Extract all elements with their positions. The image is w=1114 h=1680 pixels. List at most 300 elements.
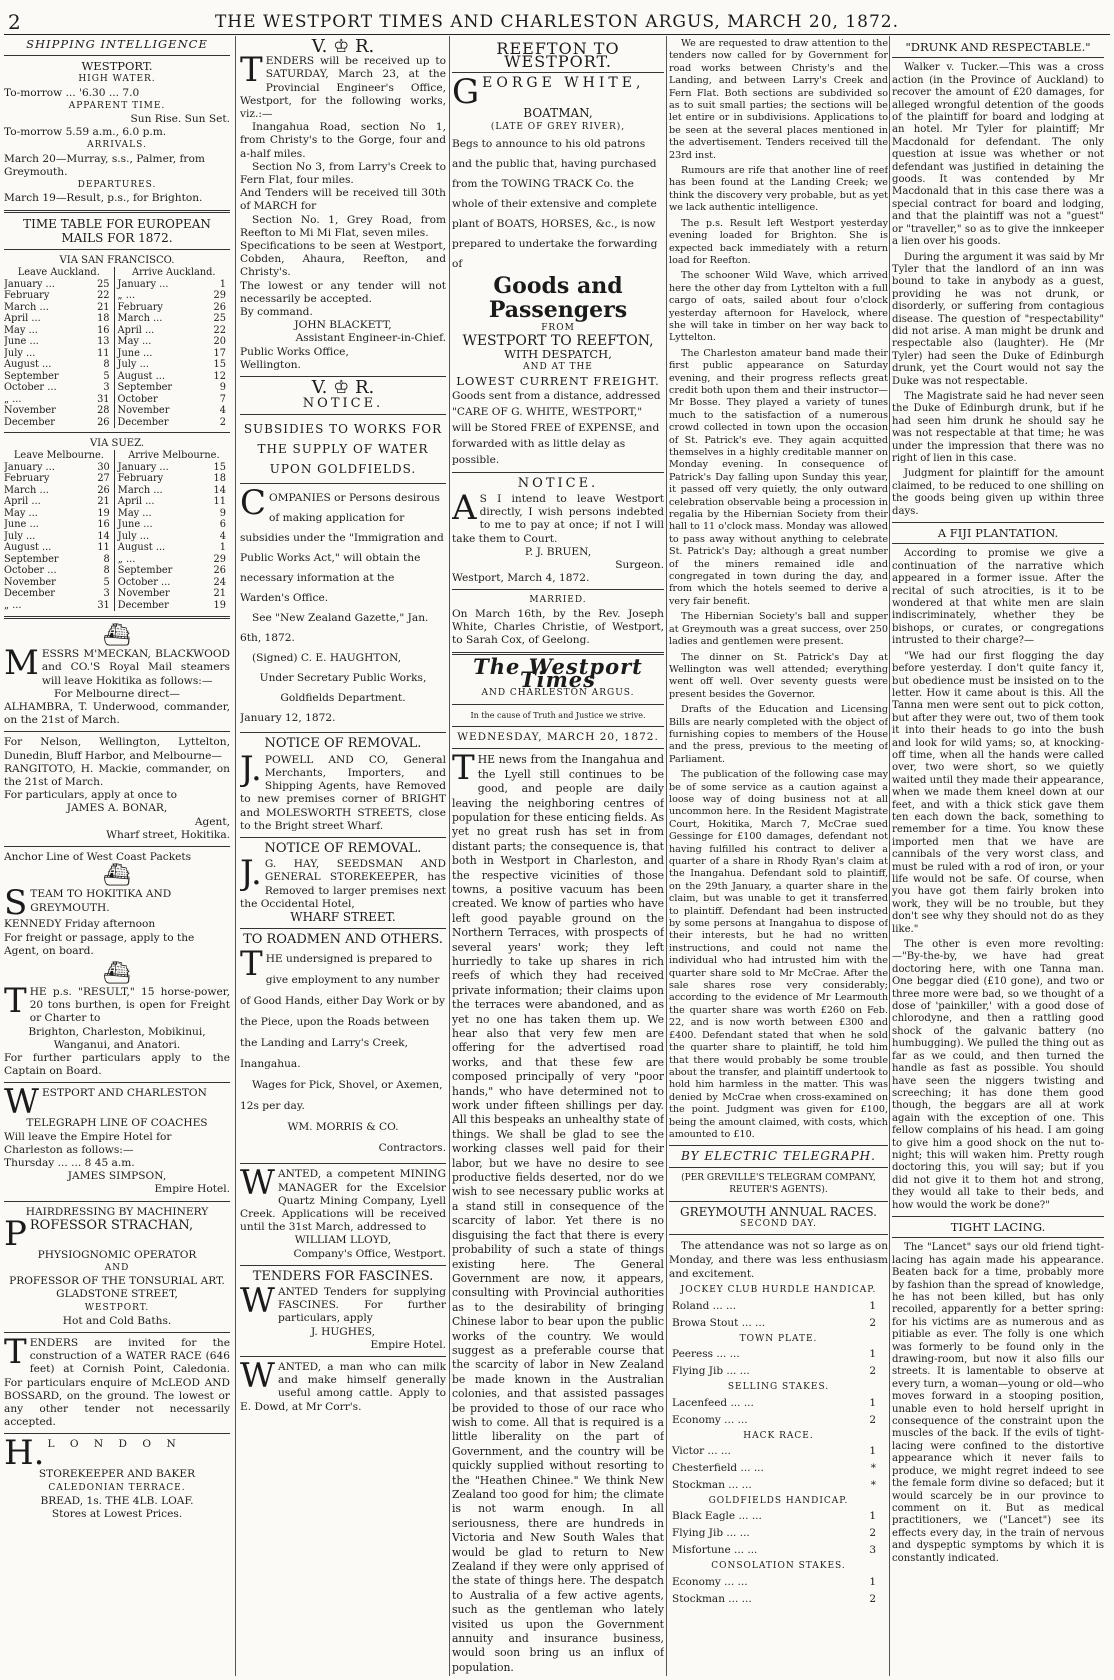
advert-line: GLADSTONE STREET, (56, 1288, 178, 1301)
roadmen-notice (240, 944, 446, 1159)
rule (4, 1332, 230, 1333)
advert-line: PHYSIOGNOMIC OPERATOR (37, 1248, 197, 1261)
column-divider (889, 36, 890, 1676)
rule (892, 1216, 1104, 1217)
table-row (4, 542, 230, 554)
article-paragraph: The other is even more revolting:—"By-the-by, we have had great doctoring here, with one Tanna man. One beggar died (£10 gone), and two or three more were bad, so we thought of a dose of 'painkiller,' with a good dose of chlorodyne, and then a rattling good shock of the galvanic battery (no humbugging). We pulled the thing out as far as we could, and then turned the handle as fast as possible. You should have seen the niggers twisting and screeching; it has done them good though, the beggars are all at work again with the exception of one. This fellow complains of his head. I am going to give him a good shock on the nut to-night; this will waken him. Pretty rough doctoring this, you will say; but if you did not give it to them hot and strong, they would all take to their beds, and how would the work be done?" (892, 939, 1104, 1211)
table-cell: August ... (4, 542, 52, 554)
advert-line: Wages for Pick, Shovel, or Axemen, 12s per day. (240, 1079, 443, 1113)
issue-date: WEDNESDAY, MARCH 20, 1872. (457, 731, 659, 744)
table-header: Arrive Melbourne. (114, 450, 230, 462)
table-row (4, 290, 230, 302)
rule (452, 726, 664, 727)
table-row (671, 1461, 886, 1476)
advert-line: Public Works Office, (240, 345, 349, 358)
steam-advert (4, 883, 230, 958)
table-cell: 19 (97, 507, 110, 519)
table-cell: 5 (103, 370, 110, 382)
advert-text: ENDERS will be received up to SATURDAY, March 23, at the Provincial Engineer's Office, Westport, for the following works, viz.:— (240, 55, 446, 121)
rule (669, 1234, 888, 1235)
table-cell: 3 (103, 382, 110, 394)
article-paragraph: The Magistrate said he had never seen the Duke of Edinburgh drunk, but if he had seen him drunk he should say he was not respectable at that time; he was under the impression that there was no right of lien in this case. (892, 390, 1104, 464)
departures-label: DEPARTURES. (77, 180, 157, 191)
table-cell: June ... (114, 519, 204, 531)
table-cell: July ... (114, 531, 204, 543)
table-cell: 9 (219, 382, 226, 394)
page-number: 2 (8, 10, 21, 34)
race-name: CONSOLATION STAKES. (711, 1561, 846, 1572)
advert-line: Begs to announce to his old patrons and the public that, having purchased from the TOWING TRACK Co. the whole of their extensive and complete plant of BOATS, HORSES, &c., is now prepared to undertake the forwarding of (452, 137, 658, 270)
anchor-line: Anchor Line of West Coast Packets (4, 851, 192, 864)
advert-line: Section No. 1, Grey Road, from Reefton to Mi Mi Flat, seven miles. (240, 213, 446, 239)
table-row (671, 1543, 886, 1558)
advert-line: Wharf street, Hokitika. (106, 828, 230, 841)
drop-cap: G (452, 72, 480, 113)
table-cell: 14 (213, 484, 226, 496)
advert-text: ANTED, a man who can milk and make himself generally useful among cattle. Apply to E. Dowd, at Mr Corr's. (240, 1360, 446, 1413)
drop-cap: H. (4, 1433, 45, 1474)
advert-line: CALEDONIAN TERRACE. (48, 1482, 186, 1493)
article-heading: TIGHT LACING. (950, 1219, 1046, 1234)
table-cell: March ... (114, 313, 204, 325)
article-paragraph: Walker v. Tucker.—This was a cross action (in the Province of Auckland) to recover the amount of £20 damages, for alleged wrongful detention of the goods of the plaintiff for board and lodging at an hotel. Mr Tyler for plaintiff; Mr Macdonald for defendant. The only question at issue was whether or not defendant was justified in detaining the goods. It was contended by Mr Macdonald that in this case there was a special contract for board and lodging, and that the plaintiff was not a "guest" or "traveller," so as to give the innkeeper a lien over his goods. (892, 62, 1104, 248)
table-row (4, 313, 230, 325)
table-cell: 11 (97, 347, 110, 359)
table-cell: January ... (114, 279, 204, 291)
table-cell: 2 (219, 416, 226, 428)
placing: * (870, 1462, 876, 1474)
removal-heading: NOTICE OF REMOVAL. (264, 840, 422, 856)
masthead-rule (4, 34, 1110, 35)
horse-name: Lacenfeed ... ... (672, 1396, 754, 1409)
rule (892, 522, 1104, 523)
table-cell: 8 (103, 359, 110, 371)
table-cell: 16 (97, 519, 110, 531)
table-cell: April ... (4, 496, 41, 508)
advert-line: Hot and Cold Baths. (62, 1314, 172, 1327)
table-row (4, 302, 230, 314)
news-paragraph: The p.s. Result left Westport yesterday evening loaded for Brighton. She is expected back immediately with a return load for Reefton. (669, 217, 888, 266)
advert-line: Specifications to be seen at Westport, Cobden, Ahaura, Reefton, and Christy's. (240, 240, 446, 279)
advert-line: WITH DESPATCH, (504, 347, 612, 362)
table-cell: 22 (97, 290, 110, 302)
hairdressing-advert (4, 1206, 230, 1328)
rule (240, 837, 446, 838)
advert-line: By command. (240, 306, 313, 319)
advert-line: For freight or passage, apply to the Agent, on board. (4, 931, 195, 957)
table-cell: 8 (103, 565, 110, 577)
rule (452, 748, 664, 749)
horse-name: Stockman ... ... (672, 1592, 752, 1605)
table-cell: February (114, 473, 204, 485)
table-cell: 18 (213, 473, 226, 485)
table-row (671, 1575, 886, 1590)
table-cell: 7 (219, 393, 226, 405)
rule (669, 1167, 888, 1168)
sun-row: To-morrow 5.59 a.m., 6.0 p.m. (4, 126, 167, 139)
shipping-heading: SHIPPING INTELLIGENCE (26, 38, 208, 51)
table-cell: 8 (103, 553, 110, 565)
article-paragraph: According to promise we give a continuation of the narrative which appeared in a former issue. After the recital of such atrocities, is it to be wondered at that white men are slain indiscriminately, whether they be bishops, or curates, or congregations intrusted to their charge?— (892, 548, 1104, 647)
bruen-notice (452, 488, 664, 585)
table-cell: February (4, 473, 50, 485)
table-cell: September (114, 382, 204, 394)
table-cell: June ... (114, 348, 204, 360)
table-header: Leave Auckland. (17, 267, 100, 279)
advert-text: S I intend to leave Westport directly, I wish persons indebted to me to pay at once; if not I will take them to Court. (452, 493, 664, 545)
article-heading: "DRUNK AND RESPECTABLE." (905, 40, 1091, 54)
suez-heading: VIA SUEZ. (89, 438, 145, 450)
placing: 1 (869, 1445, 876, 1457)
advert-line: Contractors. (378, 1142, 446, 1155)
advert-line: PROFESSOR OF THE TONSURIAL ART. (9, 1275, 225, 1288)
column-3 (452, 38, 664, 1678)
rule (4, 1201, 230, 1202)
table-cell: 29 (213, 553, 226, 565)
article-paragraph: "We had our first flogging the day before yesterday. I don't quite fancy it, but obedience must be insisted on to the letter. How it came about is this. All the Tanna men were sent out to pick cotton, but after they were out, two of them took it into their heads to go into the bush and look for wild yams; so, at knocking-off time, when all the hands were called over, two were short, so we quietly waited until they made their appearance, when we made them kneel down at our feet, and with a thick stick gave them ten each down the back, something to remember for a time. You know these imported men that we have are cannibals of the very worst class, and must be ruled with a rod of iron, or your life would not be safe. Of course, when you have got them fairly broken into work, they will be no trouble, but they don't see why they should not do as they like." (892, 650, 1104, 935)
table-cell: October ... (4, 382, 57, 394)
rule (452, 472, 664, 473)
high-water-row: To-morrow ... '6.30 ... 7.0 (4, 86, 140, 99)
table-row (671, 1526, 886, 1541)
table-cell: „ ... (4, 393, 22, 405)
table-cell: December (114, 417, 204, 429)
departures-entry: March 19—Result, p.s., for Brighton. (4, 192, 203, 205)
rule (669, 1145, 888, 1146)
table-row (4, 382, 230, 394)
table-cell: October ... (114, 577, 204, 589)
table-row (4, 405, 230, 417)
table-cell: 14 (97, 530, 110, 542)
drop-cap: W (240, 1163, 275, 1204)
table-cell: „ ... (114, 290, 204, 302)
drop-cap: T (452, 748, 475, 789)
married-notice: On March 16th, by the Rev. Joseph White, Charles Christie, of Westport, to Sarah Cox, of Geelong. (452, 607, 664, 647)
column-4 (669, 38, 888, 1678)
race-results (669, 1284, 888, 1608)
horse-name: Economy ... ... (672, 1575, 748, 1588)
advert-line: Empire Hotel. (370, 1338, 446, 1351)
advert-line: And Tenders will be received till 30th of MARCH for (240, 187, 446, 213)
telegraph-heading: BY ELECTRIC TELEGRAPH. (681, 1149, 876, 1164)
subsidies-heading: SUBSIDIES TO WORKS FOR THE SUPPLY OF WATER UPON GOLDFIELDS. (243, 422, 443, 477)
advert-line: BREAD, 1s. THE 4LB. LOAF. (40, 1494, 194, 1507)
table-cell: May ... (114, 336, 204, 348)
race-table (669, 1297, 888, 1333)
table-cell: April ... (114, 325, 204, 337)
table-cell: August ... (4, 359, 52, 371)
race-name: JOCKEY CLUB HURDLE HANDICAP. (680, 1285, 877, 1296)
column-5 (892, 38, 1104, 1678)
arrivals-entry: March 20—Murray, s.s., Palmer, from Greymouth. (4, 152, 205, 178)
table-row (4, 531, 230, 543)
table-cell: November (114, 405, 204, 417)
table-cell: 15 (213, 359, 226, 371)
drop-cap: P (4, 1213, 27, 1254)
milkman-advert (240, 1355, 446, 1414)
table-row (671, 1316, 886, 1331)
sun-header: Sun Rise. Sun Set. (130, 113, 230, 126)
placing: 1 (869, 1575, 876, 1588)
fascines-advert (240, 1280, 446, 1352)
rule (240, 928, 446, 929)
rule (4, 616, 230, 619)
table-cell: December (4, 416, 55, 428)
advert-text: ROFESSOR STRACHAN, (29, 1217, 194, 1233)
placing: 2 (869, 1527, 876, 1540)
mail-timetable-heading: TIME TABLE FOR EUROPEAN MAILS FOR 1872. (23, 217, 211, 245)
editorial-text: HE news from the Inangahua and the Lyell still continues to be good, and people are daily leaving the neighboring centres of population for these enticing fields. As yet no great rush has set in from distant parts; the consequence is, that both in Westport in Charleston, and the respective vicinities of those towns, a positive vacuum has been created. We know of parties who have left good payable ground on the Northern Terraces, with prospects of several years' work; they left hurriedly to take up shares in rich reefs of which they had received private information; their claims upon the terraces were abandoned, and as yet no one has taken them up. We hear also that very few men are offering for the advertised road works, and that these few are composed principally of very "poor hands," who have determined not to work under fifteen shillings per day. All this bespeaks an unhealthy state of things. We shall be glad to see the working classes well paid for their labor, but we have no desire to see productive fields deserted, nor do we wish to see necessary public works at a stand still in consequence of the scarcity of labor. Yet there is no disguising the fact that there is every probability of such a state of things existing here. The General Government are now, it appears, consulting with Provincial authorities as to the desirability of bringing Chinese labor to bear upon the public works of the country. We would suggest as a preferable course that the scarcity of labor in New Zealand be made known in the Australian colonies, and that assisted passages be provided to those of our race who wish to come. All that is required is a little liberality on the part of Government, and the country will be quickly supplied without resorting to the "Heathen Chinee." We think New Zealand too good for him; the climate is not warm enough. In all seriousness, there are hundreds in Victoria and New South Wales that would be glad to return to New Zealand if they were only apprised of the state of things here. The despatch to Australia of a few active agents, such as the gentleman who lately visited us upon the Government annuity and insurance business, would soon bring us an influx of population. (452, 753, 664, 1674)
table-header: Arrive Auckland. (114, 267, 230, 279)
table-cell: 21 (213, 588, 226, 600)
reefton-heading: REEFTON TO WESTPORT. (496, 39, 620, 72)
rule (4, 731, 230, 732)
table-cell: November (114, 588, 204, 600)
advert-line: WESTPORT. (84, 1302, 150, 1313)
table-header: Leave Melbourne. (13, 450, 104, 462)
table-cell: 21 (97, 301, 110, 313)
advert-line: WILLIAM LLOYD, (294, 1234, 392, 1247)
table-row (4, 508, 230, 520)
news-paragraph: The schooner Wild Wave, which arrived here the other day from Lyttelton with a full cargo of oats, sailed about four o'clock yesterday afternoon for Havelock, where she will take in timber on her way back to Lyttelton. (669, 270, 888, 344)
advert-line: Wellington. (240, 358, 301, 371)
table-cell: August ... (114, 371, 204, 383)
table-cell: September (4, 370, 59, 382)
advert-line: (LATE OF GREY RIVER), (490, 121, 626, 132)
drop-cap: T (240, 944, 263, 985)
table-row (4, 394, 230, 406)
advert-line: STOREKEEPER AND BAKER (38, 1468, 196, 1481)
table-cell: 1 (219, 278, 226, 290)
table-cell: 11 (97, 542, 110, 554)
advert-line: Company's Office, Westport. (293, 1247, 446, 1260)
rule (452, 72, 664, 73)
table-cell: November (4, 576, 56, 588)
race-name: SELLING STAKES. (727, 1382, 830, 1393)
table-row (4, 279, 230, 291)
table-cell: March ... (4, 484, 49, 496)
advert-text: ANTED, a competent MINING MANAGER for the Excelsior Quartz Mining Company, Lyell Creek. Applications will be received until the 31st March, addressed to (240, 1168, 446, 1234)
advert-line: For particulars, apply at once to (4, 789, 178, 802)
advert-line: WHARF STREET. (290, 909, 396, 924)
table-cell: 21 (97, 496, 110, 508)
advert-line: JAMES A. BONAR, (66, 802, 168, 815)
table-row (671, 1592, 886, 1607)
horse-name: Economy ... ... (672, 1413, 748, 1426)
advert-line: Will leave the Empire Hotel for Charleston as follows:— (4, 1130, 172, 1156)
advert-text: TEAM TO HOKITIKA AND GREYMOUTH. (30, 888, 172, 914)
table-cell: „ ... (114, 554, 204, 566)
rule (4, 210, 230, 213)
horse-name: Chesterfield ... ... (672, 1462, 764, 1474)
london-advert (4, 1433, 230, 1521)
article-paragraph: The "Lancet" says our old friend tight-lacing has again made his appearance. Beaten back for a time, probably more by fashion than the spread of knowledge, he has not been killed, but has only recoiled, apparently for a better spring: for his victims are as numerous and as pitiable as ever. The folly is one which was formerly to be found only in the drawing-room, but now it also fills our streets. It is lamentable to observe at every turn, a woman—young or old—who moves forward in a stooping position, unable even to hold herself upright in consequence of the constraint upon the muscles of the back. If the evils of tight-lacing were confined to the distortive appearance which it never fails to produce, we might regret indeed to see the female form divine so defaced; but it would scarcely be in our province to comment on it. But as medical practitioners, we ("Lancet") see its effects every day, in the train of nervous and dyspeptic symptoms by which it is constantly indicated. (892, 1242, 1104, 1564)
advert-line: RANGITOTO, H. Mackie, commander, on the 21st of March. (4, 762, 230, 789)
races-subheading: SECOND DAY. (740, 1218, 817, 1229)
table-cell: 5 (103, 576, 110, 588)
table-row (4, 565, 230, 577)
notice-heading: NOTICE. (302, 396, 384, 412)
table-cell: 19 (213, 599, 226, 611)
drop-cap: T (4, 980, 27, 1021)
page-title: THE WESTPORT TIMES AND CHARLESTON ARGUS, MARCH 20, 1872. (214, 12, 900, 32)
article-paragraph: During the argument it was said by Mr Tyler that the landlord of an inn was bound to take in anybody as a guest, providing he was not drunk, or disorderly, or suffering from contagious disease. The question of "respectability" did not arise. A man might be drunk and respectable also (laughter). He (Mr Tyler) had seen the Duke of Edinburgh drunk, yet the Court would not say the Duke was not respectable. (892, 251, 1104, 387)
advert-line: See "New Zealand Gazette," Jan. 6th, 1872. (240, 612, 429, 645)
table-cell: 30 (97, 461, 110, 473)
drop-cap: T (240, 50, 263, 91)
drop-cap: A (452, 488, 477, 529)
masthead (0, 8, 1114, 34)
water-race-advert (4, 1331, 230, 1429)
advert-line: Thursday ... ... 8 45 a.m. (4, 1156, 135, 1169)
column-divider (449, 36, 450, 1676)
table-row (4, 462, 230, 474)
table-cell: 11 (213, 496, 226, 508)
table-row (4, 417, 230, 429)
table-cell: September (114, 565, 204, 577)
placing: 2 (869, 1365, 876, 1378)
advert-line: FROM (541, 322, 575, 333)
white-advert (452, 72, 664, 467)
race-name: TOWN PLATE. (739, 1333, 818, 1344)
table-cell: 4 (219, 405, 226, 417)
news-paragraph: The Charleston amateur band made their first public appearance on Saturday evening, and their progress reflects great credit both upon them and their instructor—Mr Bosse. They played a variety of tunes much to the satisfaction of a numerous crowd collected in town upon the occasion of St. Patrick's eve. They again acquitted themselves in a highly creditable manner on Monday evening. In consequence of Patrick's Day falling upon Sunday this year, it passed off very quietly, the only outward celebration observable being a procession in regalia by the Hibernian Society from their hall to 11 o'clock mass. Monday was allowed to pass away without anything to celebrate St. Patrick's Day; although a great number of the miners remained idle and congregated in town during the day, and from which the hotels seemed to derive a very fair benefit. (669, 347, 888, 607)
race-table (669, 1507, 888, 1560)
table-row (4, 371, 230, 383)
rule (452, 704, 664, 705)
advert-text: ANTED Tenders for supplying FASCINES. For further particulars, apply (277, 1285, 446, 1325)
table-row (4, 336, 230, 348)
advert-line: (Signed) C. E. HAUGHTON, (252, 652, 402, 665)
placing: 2 (869, 1592, 876, 1605)
advert-line: Goldfields Department. (280, 692, 406, 705)
race-name: HACK RACE. (743, 1430, 814, 1441)
advert-line: Empire Hotel. (154, 1183, 230, 1196)
table-cell: October ... (4, 565, 57, 577)
table-cell: 22 (213, 324, 226, 336)
mmeckan-advert (4, 643, 230, 842)
race-table (669, 1442, 888, 1495)
westport-heading: WESTPORT. (81, 59, 153, 74)
rule (669, 1201, 888, 1202)
news-paragraph: The Hibernian Society's ball and supper at Greymouth was a great success, over 250 ladies and gentlemen were present. (669, 611, 888, 648)
advert-line: January 12, 1872. (240, 712, 336, 725)
table-cell: 26 (213, 565, 226, 577)
table-cell: 25 (97, 278, 110, 290)
placing: 2 (869, 1316, 876, 1329)
advert-line: HAIRDRESSING BY MACHINERY (25, 1205, 209, 1218)
table-cell: 9 (219, 507, 226, 519)
races-heading: GREYMOUTH ANNUAL RACES. (680, 1204, 877, 1219)
table-cell: May ... (114, 508, 204, 520)
table-cell: June ... (4, 336, 39, 348)
advert-line: Under Secretary Public Works, (259, 672, 427, 685)
advert-line: TELEGRAPH LINE OF COACHES (26, 1117, 208, 1130)
table-cell: 13 (97, 336, 110, 348)
race-table (669, 1573, 888, 1609)
table-row (4, 485, 230, 497)
advert-text: EORGE WHITE, (482, 75, 645, 92)
rule (240, 414, 446, 415)
placing: 1 (869, 1396, 876, 1409)
apparent-time-label: APPARENT TIME. (68, 100, 166, 111)
drop-cap: C (240, 483, 267, 524)
advert-line: Goods and Passengers (488, 272, 628, 323)
table-cell: 15 (213, 461, 226, 473)
tenders-advert (240, 50, 446, 372)
horse-name: Browa Stout ... ... (672, 1316, 766, 1329)
mining-manager-advert (240, 1163, 446, 1260)
advert-text: G. HAY, SEEDSMAN AND GENERAL STOREKEEPER, has Removed to larger premises next the Occidental Hotel, (240, 858, 446, 910)
advert-text: L O N D O N (47, 1438, 182, 1451)
married-heading: MARRIED. (529, 595, 587, 606)
vr-letter: R. (354, 38, 375, 57)
placing: 1 (869, 1299, 876, 1312)
placing: 2 (869, 1413, 876, 1426)
horse-name: Roland ... ... (672, 1299, 737, 1312)
table-cell: February (114, 302, 204, 314)
rule (240, 732, 446, 733)
table-cell: 26 (97, 484, 110, 496)
table-row (4, 577, 230, 589)
drop-cap: W (4, 1082, 39, 1123)
telegraph-subheading: (PER GREVILLE'S TELEGRAM COMPANY, REUTER'S AGENTS). (681, 1172, 876, 1196)
advert-line: For further particulars apply to the Captain on Board. (4, 1051, 230, 1078)
table-cell: 1 (219, 542, 226, 554)
newspaper-title: The Westport Times (473, 654, 643, 693)
advert-text: OMPANIES or Persons desirous of making application for subsidies under the "Immigration and Public Works Act," will obtain the necessary information at the Warden's Office. (240, 492, 444, 605)
roadmen-heading: TO ROADMEN AND OTHERS. (243, 932, 443, 948)
coach-advert (4, 1082, 230, 1196)
table-row (4, 600, 230, 612)
table-cell: June ... (4, 519, 39, 531)
table-cell: 31 (97, 599, 110, 611)
table-cell: „ ... (4, 599, 22, 611)
advert-line: Surgeon. (615, 559, 664, 572)
placing: 1 (869, 1348, 876, 1361)
column-divider (235, 36, 236, 1676)
advert-text: HE p.s. "RESULT," 15 horse-power, 20 tons burthen, is open for Freight or Charter to (29, 985, 230, 1025)
drop-cap: J. (240, 853, 262, 894)
vr-letter: V. (311, 377, 328, 399)
rule (452, 589, 664, 590)
horse-name: Black Eagle ... ... (672, 1510, 762, 1523)
advert-line: AND (104, 1262, 130, 1273)
advert-line: Inangahua Road, section No 1, from Christy's to the Gorge, four and a-half miles. (240, 121, 446, 160)
table-cell: December (114, 600, 204, 612)
advert-line: J. HUGHES, (310, 1325, 375, 1338)
rule (4, 432, 230, 433)
table-cell: July ... (4, 530, 36, 542)
table-row (671, 1509, 886, 1524)
advert-line: Section No 3, from Larry's Creek to Fern Flat, four miles. (240, 160, 446, 187)
table-cell: April ... (4, 313, 41, 325)
news-paragraph: Drafts of the Education and Licensing Bills are nearly completed with the object of furnishing copies to members of the House and the press, previous to the meeting of Parliament. (669, 704, 888, 765)
table-row (671, 1478, 886, 1493)
companies-notice (240, 483, 446, 728)
advert-line: Agent, (194, 815, 230, 828)
editorial (452, 748, 664, 1675)
advert-line: JOHN BLACKETT, (294, 319, 392, 332)
race-table (669, 1345, 888, 1381)
motto: In the cause of Truth and Justice we strive. (470, 710, 646, 720)
fascines-heading: TENDERS FOR FASCINES. (252, 1268, 434, 1284)
table-cell: May ... (4, 507, 38, 519)
advert-text: ESTPORT AND CHARLESTON (41, 1087, 207, 1100)
royal-arms-icon: V. ♔ R. (311, 377, 375, 399)
horse-name: Flying Jib ... ... (672, 1365, 750, 1378)
table-row (4, 554, 230, 566)
